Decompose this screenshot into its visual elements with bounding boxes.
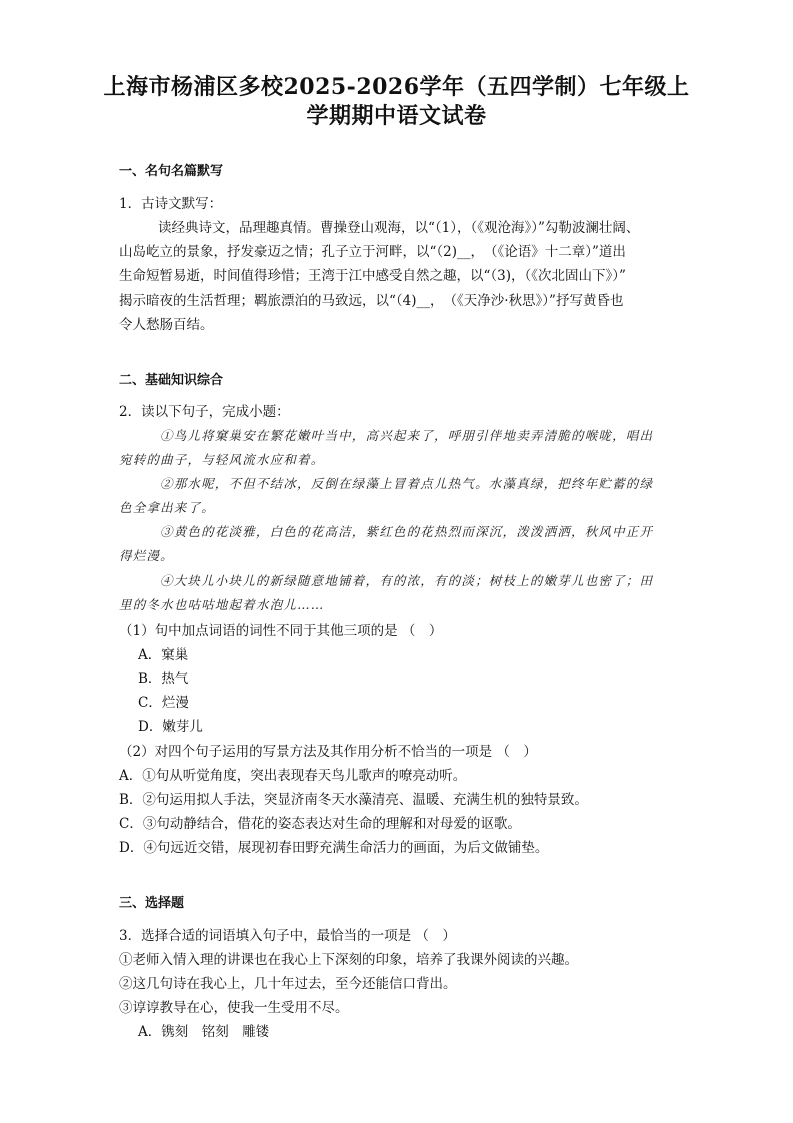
title-line-2: 学期期中语文试卷 [306,103,487,129]
question-1-line: 读经典诗文，品理趣真情。曹操登山观海，以“（1），（《观沧海》）”勾勒波澜壮阔、 [158,220,640,236]
option-a[interactable]: A．镌刻 铭刻 雕镂 [138,1024,270,1040]
question-1-line: 生命短暂易逝，时间值得珍惜；王湾于江中感受自然之趣，以“（3)，（《次北固山下》）” [119,268,626,284]
question-1-line: 令人愁肠百结。 [119,317,214,333]
question-3-item: ①老师入情入理的讲课也在我心上下深刻的印象，培养了我课外阅读的兴趣。 [119,952,578,968]
option-b[interactable]: B．②句运用拟人手法，突显济南冬天水藻清亮、温暖、充满生机的独特景致。 [119,792,588,808]
option-a[interactable]: A．窠巢 [138,647,189,663]
passage-line: ③黄色的花淡雅，白色的花高洁，紫红色的花热烈而深沉，泼泼洒洒，秋风中正开 [160,524,654,539]
passage-line: 得烂漫。 [119,548,174,563]
question-1-line: 揭示暗夜的生活哲理；羁旅漂泊的马致远，以“（4)__， （《天净沙·秋思》）”抒写黄昏也 [119,293,624,309]
option-d[interactable]: D．④句远近交错，展现初春田野充满生命活力的画面，为后文做铺垫。 [119,840,549,856]
passage-line: ②那水呢，不但不结冰，反倒在绿藻上冒着点儿热气。水藻真绿，把终年贮蓄的绿 [160,476,654,491]
question-3-label: 3．选择合适的词语填入句子中，最恰当的一项是 （ ） [119,928,456,944]
section-heading-3: 三、选择题 [119,896,185,911]
option-b[interactable]: B．热气 [138,671,189,687]
section-heading-1: 一、名句名篇默写 [119,164,224,179]
passage-line: ④大块儿小块儿的新绿随意地铺着，有的浓，有的淡；树枝上的嫩芽儿也密了；田 [160,573,654,588]
question-3-item: ②这几句诗在我心上，几十年过去，至今还能信口背出。 [119,976,457,992]
passage-line: ①鸟儿将窠巢安在繁花嫩叶当中，高兴起来了，呼朋引伴地卖弄清脆的喉咙，唱出 [160,428,654,443]
option-c[interactable]: C．烂漫 [138,695,189,711]
option-c[interactable]: C．③句动静结合，借花的姿态表达对生命的理解和对母爱的讴歌。 [119,816,521,832]
passage-line: 里的冬水也咕咕地起着水泡儿…… [119,597,325,612]
passage-line: 色全拿出来了。 [119,500,215,515]
title-line-1: 上海市杨浦区多校2025-2026学年（五四学制）七年级上 [103,74,690,100]
option-d[interactable]: D．嫩芽儿 [138,719,203,735]
sub-question-1: （1）句中加点词语的词性不同于其他三项的是 （ ） [119,623,443,639]
question-3-item: ③谆谆教导在心，使我一生受用不尽。 [119,1000,349,1016]
section-heading-2: 二、基础知识综合 [119,373,224,388]
option-a[interactable]: A．①句从听觉角度，突出表现春天鸟儿歌声的嘹亮动听。 [119,768,467,784]
question-1-label: 1．古诗文默写： [119,196,223,212]
question-1-line: 山岛屹立的景象，抒发豪迈之情；孔子立于河畔，以“（2)__， （《论语》十二章）”道出 [119,244,626,260]
sub-question-2: （2）对四个句子运用的写景方法及其作用分析不恰当的一项是 （ ） [119,744,537,760]
question-2-label: 2．读以下句子，完成小题： [119,404,290,420]
passage-line: 宛转的曲子，与轻风流水应和着。 [119,452,325,467]
